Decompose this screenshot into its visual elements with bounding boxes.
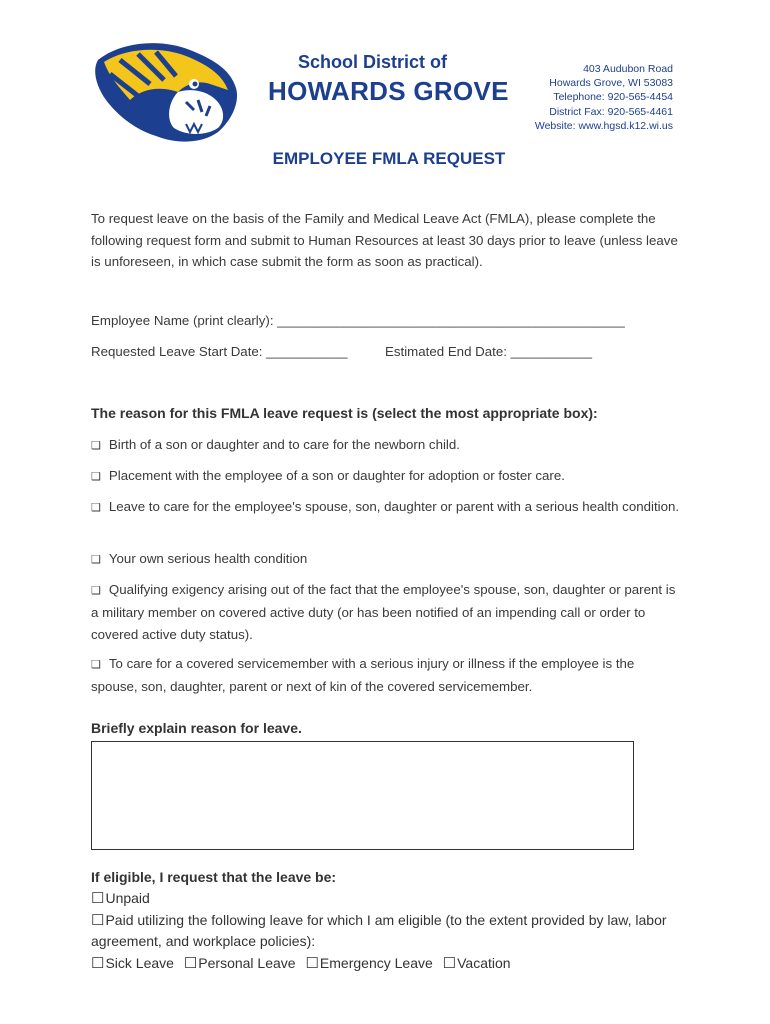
paid-label: Paid utilizing the following leave for which I am eligible (to the extent provided by law, labor agreement, and workplace policies):	[91, 911, 667, 949]
reason-option-label: Your own serious health condition	[108, 551, 308, 566]
reason-option-label: Birth of a son or daughter and to care for the newborn child.	[108, 437, 460, 452]
intro-paragraph: To request leave on the basis of the Family and Medical Leave Act (FMLA), please complete the following request form and submit to Human Resources at least 30 days prior to leave (unless leave is unforeseen, in which case submit the form as soon as practical).	[91, 211, 678, 269]
checkbox-icon[interactable]: ❑	[91, 554, 101, 566]
address-telephone: Telephone: 920-565-4454	[553, 91, 673, 104]
reason-option-label: To care for a covered servicemember with a serious injury or illness if the employee is the spouse, son, daughter, parent or next of kin of the covered servicemember.	[91, 656, 635, 694]
vacation-option[interactable]	[443, 955, 511, 971]
address-fax: District Fax: 920-565-4461	[549, 105, 673, 118]
sick-leave-label: Sick Leave	[105, 954, 174, 971]
estimated-end-date-field[interactable]: Estimated End Date: ___________	[385, 344, 592, 359]
paid-option[interactable]	[91, 910, 691, 953]
checkbox-icon[interactable]: ☐	[91, 911, 105, 929]
checkbox-icon[interactable]: ❑	[91, 471, 101, 483]
address-city: Howards Grove, WI 53083	[549, 77, 673, 90]
district-address	[535, 62, 673, 133]
district-name-line1: School District of	[298, 52, 448, 72]
emergency-leave-option[interactable]	[305, 955, 432, 971]
leave-type-options	[91, 888, 691, 974]
checkbox-icon[interactable]: ☐	[442, 954, 457, 972]
employee-name-field[interactable]: Employee Name (print clearly): _______________________________________________	[91, 313, 625, 328]
reason-option-family-care[interactable]	[91, 496, 681, 519]
explain-reason-textbox[interactable]	[91, 741, 634, 850]
district-name-line2: HOWARDS GROVE	[268, 76, 509, 106]
reason-option-label: Qualifying exigency arising out of the fact that the employee's spouse, son, daughter or parent is a military member on covered active duty (or has been notified of an impending call or order to covered active duty status).	[91, 582, 676, 642]
reason-option-label: Placement with the employee of a son or daughter for adoption or foster care.	[108, 468, 565, 483]
tiger-logo	[90, 40, 240, 144]
unpaid-option[interactable]	[91, 888, 691, 910]
address-website: Website: www.hgsd.k12.wi.us	[534, 119, 673, 132]
reason-option-birth[interactable]	[91, 434, 681, 457]
personal-leave-option[interactable]	[184, 955, 296, 971]
reason-option-servicemember[interactable]	[91, 653, 681, 698]
unpaid-label: Unpaid	[105, 890, 150, 906]
document-title: EMPLOYEE FMLA REQUEST	[272, 149, 506, 168]
checkbox-icon[interactable]: ❑	[91, 659, 101, 671]
explain-heading: Briefly explain reason for leave.	[91, 720, 302, 736]
paid-leave-types	[91, 953, 691, 975]
checkbox-icon[interactable]: ☐	[183, 954, 198, 972]
address-street: 403 Audubon Road	[583, 63, 673, 75]
vacation-label: Vacation	[457, 954, 511, 971]
checkbox-icon[interactable]: ❑	[91, 440, 101, 452]
eligible-heading: If eligible, I request that the leave be:	[91, 869, 337, 885]
leave-start-date-field[interactable]: Requested Leave Start Date: ___________	[91, 344, 348, 359]
reason-option-own-health[interactable]	[91, 548, 681, 571]
checkbox-icon[interactable]: ❑	[91, 502, 101, 514]
reason-option-exigency[interactable]	[91, 579, 681, 646]
personal-leave-label: Personal Leave	[198, 954, 296, 971]
emergency-leave-label: Emergency Leave	[319, 954, 433, 971]
checkbox-icon[interactable]: ❑	[91, 585, 101, 597]
sick-leave-option[interactable]	[91, 955, 174, 971]
checkbox-icon[interactable]: ☐	[91, 954, 105, 972]
reason-option-label: Leave to care for the employee's spouse, son, daughter or parent with a serious health condition.	[108, 499, 680, 514]
reason-heading: The reason for this FMLA leave request is (select the most appropriate box):	[91, 405, 598, 421]
checkbox-icon[interactable]: ☐	[305, 954, 319, 972]
reason-option-placement[interactable]	[91, 465, 681, 488]
checkbox-icon[interactable]: ☐	[91, 890, 105, 907]
